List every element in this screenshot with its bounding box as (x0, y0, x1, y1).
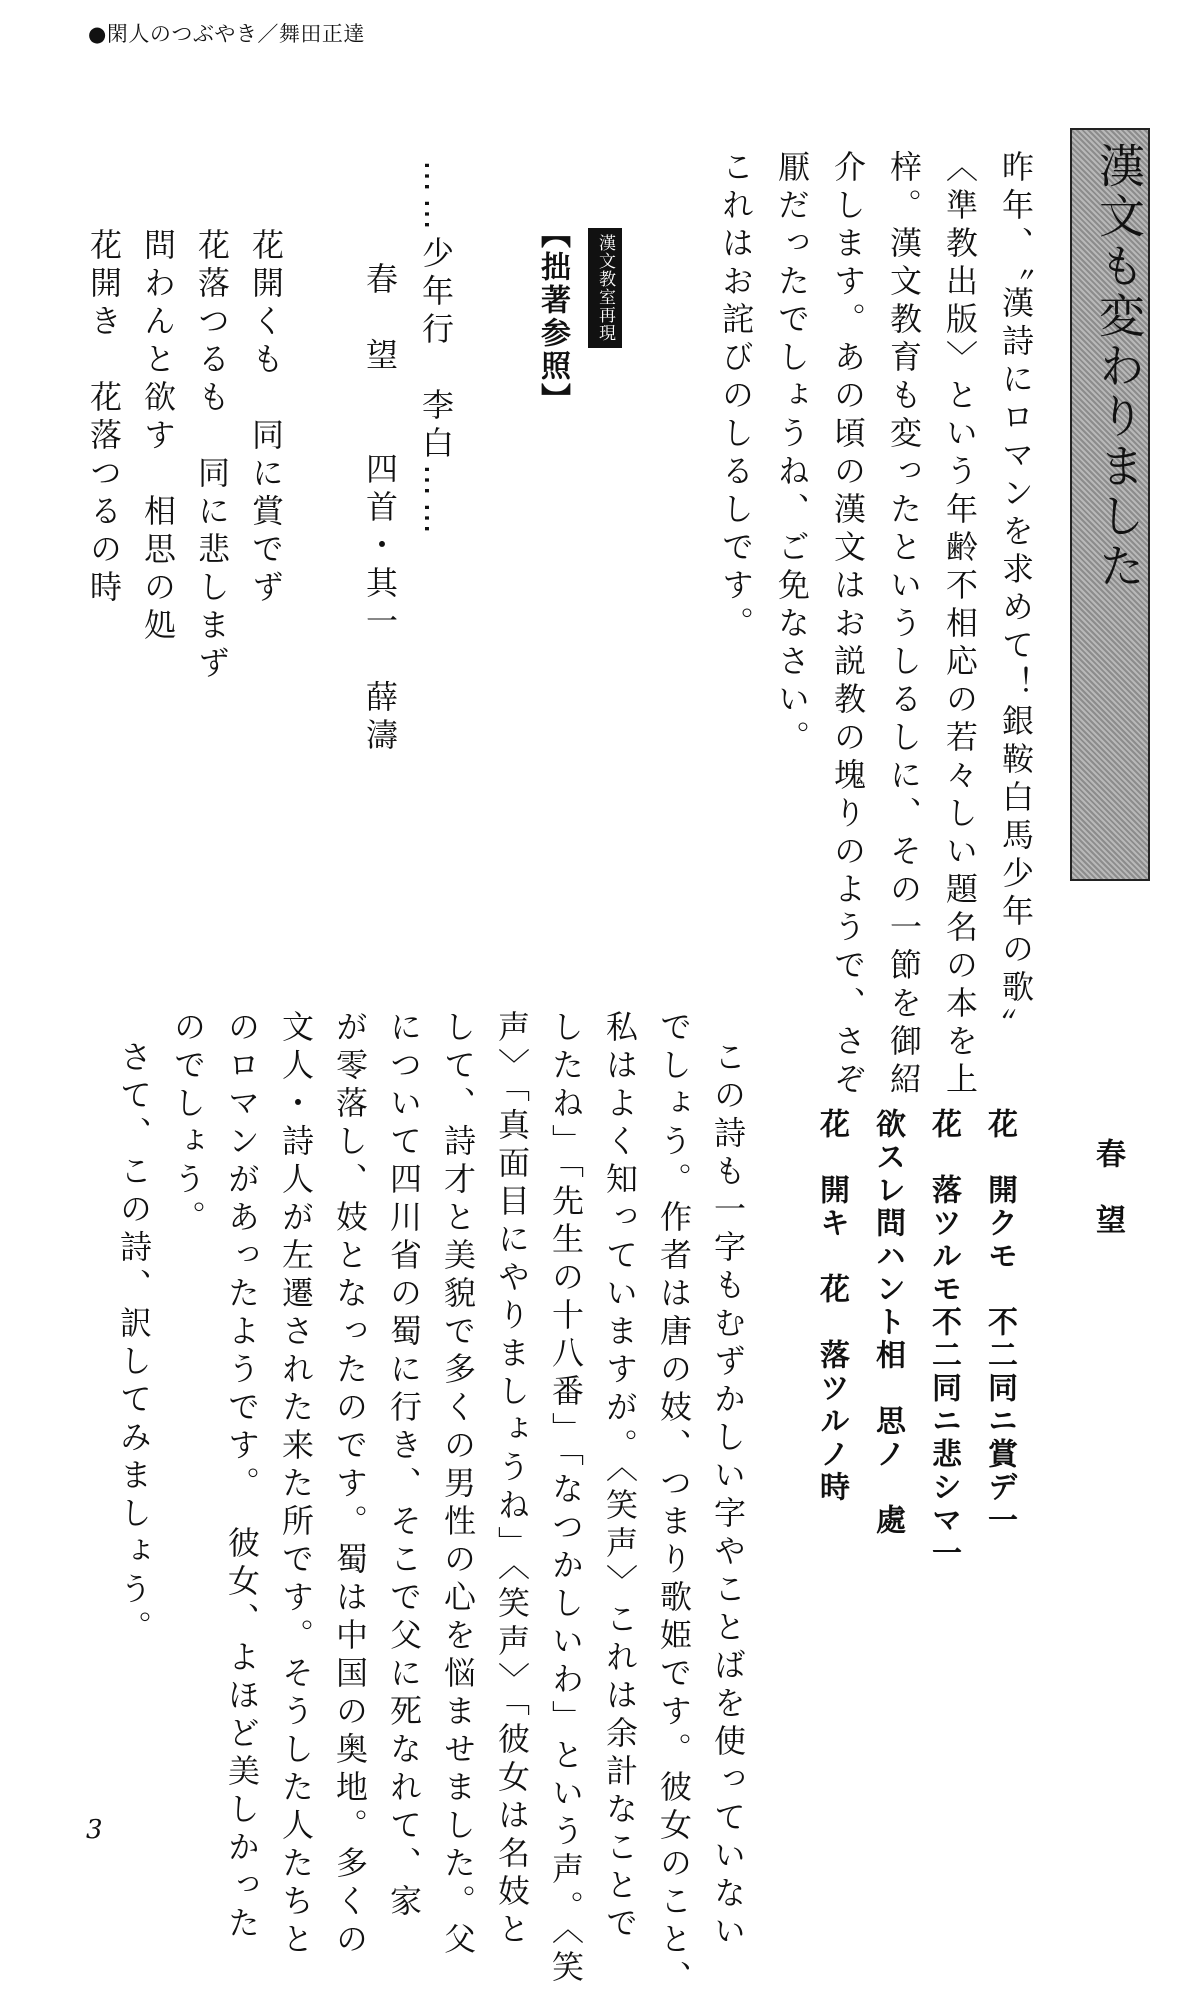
excerpt-line-2: 花落つるも 同に悲しまず (193, 228, 231, 684)
excerpt-line-4: 花開き 花落つるの時 (85, 228, 123, 608)
article-title: 漢文も変わりました (1092, 142, 1146, 592)
commentary-line-3: 私はよく知っていますが。〈笑声〉これは余計なことで (601, 1010, 639, 1944)
article-title-box (1070, 128, 1150, 881)
commentary-line-1: この詩も一字もむずかしい字やことばを使っていない (709, 1040, 747, 1952)
intro-line-2: 〈準教出版〉という年齢不相応の若々しい題名の本を上 (941, 150, 979, 1100)
excerpt-line-1: 花開くも 同に賞でず (247, 228, 285, 608)
intro-line-1: 昨年、〝漢詩にロマンを求めて！銀鞍白馬少年の歌〟 (997, 150, 1035, 1046)
commentary-line-11: のでしょう。 (169, 1010, 207, 1238)
commentary-line-10: のロマンがあったようです。 彼女、よほど美しかった (223, 1010, 261, 1944)
running-head: ●閑人のつぶやき／舞田正達 (88, 22, 365, 46)
intro-line-4: 介します。あの頃の漢文はお説教の塊りのようで、さぞ (829, 150, 867, 1100)
excerpt-line-3: 問わんと欲す 相思の処 (139, 228, 177, 646)
commentary-line-6: して、詩才と美貌で多くの男性の心を悩ませました。父 (439, 1010, 477, 1960)
kanbun-line-1: 花 開クモ 不二同ニ賞デ一 (982, 1108, 1017, 1537)
commentary-line-12: さて、この詩、訳してみましょう。 (115, 1040, 153, 1648)
excerpt-source-line: ……少年行 李白…… (417, 160, 455, 540)
commentary-line-8: が零落し、妓となったのです。蜀は中国の奥地。多くの (331, 1010, 369, 1960)
commentary-line-9: 文人・詩人が左遷された来た所です。そうした人たちと (277, 1010, 315, 1960)
commentary-line-4: したね」「先生の十八番」「なつかしいわ」という声。〈笑 (547, 1010, 585, 1988)
kanbun-title: 春 望 (1090, 1138, 1125, 1237)
kanbun-line-4: 花 開キ 花 落ツルノ時 (814, 1108, 849, 1504)
page-number: 3 (86, 1815, 103, 1845)
excerpt-poem-title: 春 望 四首・其一 (361, 262, 399, 642)
kanbun-line-2: 花 落ツルモ不二同ニ悲シマ一 (926, 1108, 961, 1570)
commentary-line-5: 声〉「真面目にやりましょうね」〈笑声〉「彼女は名妓と (493, 1010, 531, 1950)
commentary-line-7: について四川省の蜀に行き、そこで父に死なれて、家 (385, 1010, 423, 1922)
section-tag: 漢文教室再現 (588, 228, 622, 348)
kanbun-line-3: 欲スレ問ハント相 思ノ 處 (870, 1108, 905, 1537)
intro-line-6: これはお詫びのしるしです。 (717, 150, 755, 644)
commentary-line-2: でしょう。作者は唐の妓、つまり歌姫です。彼女のこと、 (655, 1010, 693, 1998)
intro-line-3: 梓。漢文教育も変ったというしるしに、その一節を御紹 (885, 150, 923, 1100)
intro-line-5: 厭だったでしょうね、ご免なさい。 (773, 150, 811, 758)
reference-note: 【拙著参照】 (535, 218, 570, 416)
excerpt-poet: 薛濤 (361, 680, 399, 756)
